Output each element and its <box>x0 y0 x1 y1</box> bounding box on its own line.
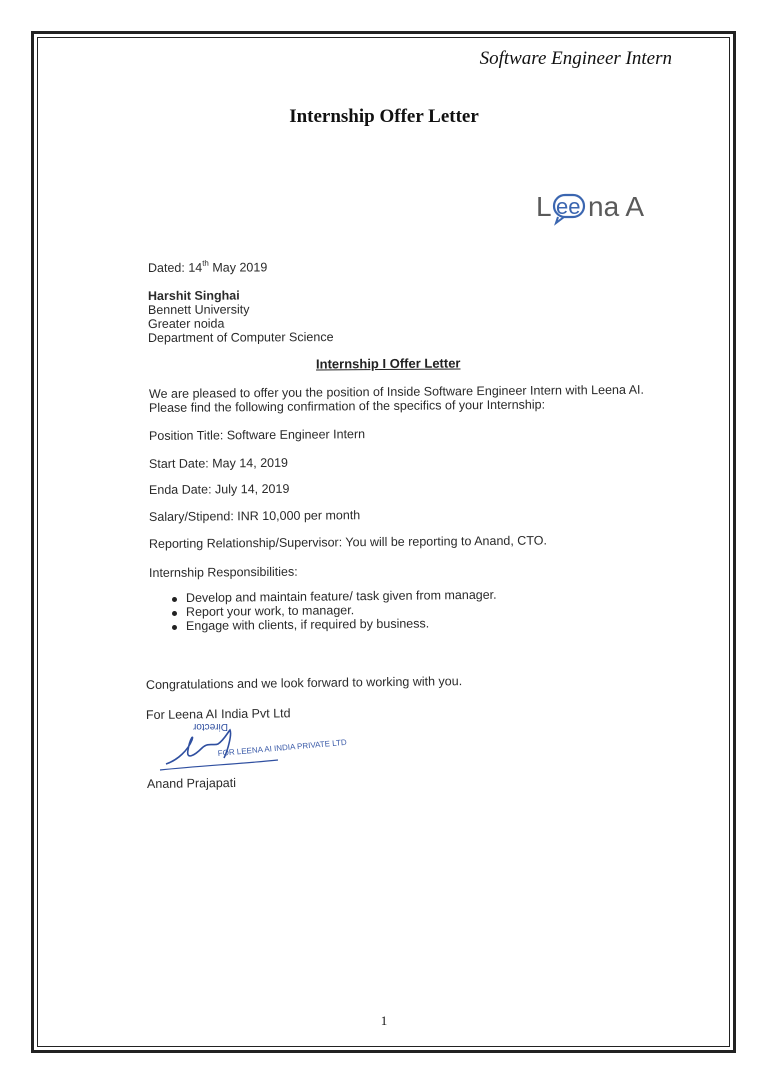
letter-subject: Internship I Offer Letter <box>315 355 461 372</box>
svg-text:L: L <box>536 191 552 222</box>
intro-line-1: We are pleased to offer you the position of Inside Software Engineer Intern with Leena AI. <box>148 382 645 401</box>
recipient-name: Harshit Singhai <box>147 288 240 303</box>
salary-stipend: Salary/Stipend: INR 10,000 per month <box>148 508 361 524</box>
intro-line-2: Please find the following confirmation of the specifics of your Internship: <box>148 397 546 415</box>
responsibility-item: Report your work, to manager. <box>185 603 355 619</box>
svg-text:ee: ee <box>556 194 581 219</box>
recipient-department: Department of Computer Science <box>147 330 334 345</box>
responsibility-item: Develop and maintain feature/ task given from manager. <box>185 587 497 605</box>
end-date: Enda Date: July 14, 2019 <box>148 481 290 497</box>
bullet-icon <box>172 597 177 602</box>
start-date: Start Date: May 14, 2019 <box>148 455 289 471</box>
responsibilities-heading: Internship Responsibilities: <box>148 564 298 580</box>
recipient-university: Bennett University <box>147 302 250 317</box>
closing-line: Congratulations and we look forward to working with you. <box>145 674 463 692</box>
reporting-relationship: Reporting Relationship/Supervisor: You will be reporting to Anand, CTO. <box>148 533 547 551</box>
dated-line: Dated: 14th May 2019 <box>147 258 268 275</box>
svg-text:na A: na A <box>588 191 645 222</box>
signatory-name: Anand Prajapati <box>146 775 237 791</box>
recipient-city: Greater noida <box>147 316 225 331</box>
company-line: For Leena AI India Pvt Ltd <box>145 706 291 722</box>
responsibility-item: Engage with clients, if required by business. <box>185 616 430 633</box>
bullet-icon <box>172 611 177 616</box>
position-title: Position Title: Software Engineer Intern <box>148 427 366 443</box>
leena-ai-logo <box>536 186 666 228</box>
running-header-title: Software Engineer Intern <box>479 48 672 69</box>
signature-stamp <box>158 720 358 780</box>
svg-text:FOR LEENA AI INDIA PRIVATE LTD: FOR LEENA AI INDIA PRIVATE LTD <box>217 737 348 758</box>
stamp-text: Director <box>192 721 228 732</box>
document-title: Internship Offer Letter <box>289 106 479 127</box>
page-number: 1 <box>380 1013 388 1028</box>
bullet-icon <box>172 625 177 630</box>
